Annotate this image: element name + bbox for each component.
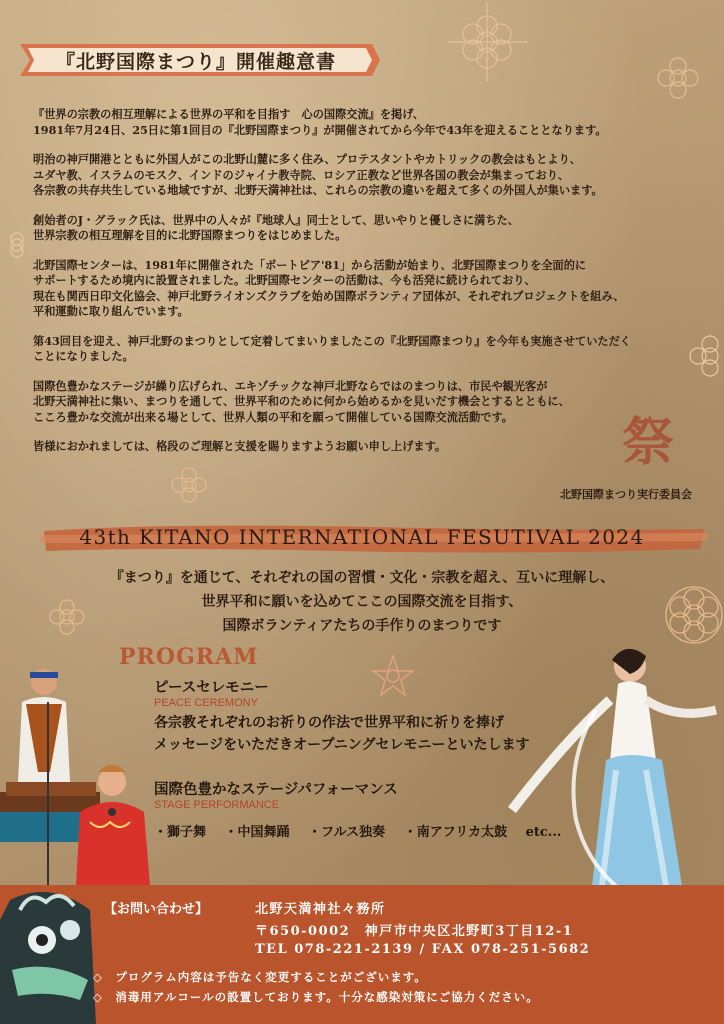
- footer-note: ◇ プログラム内容は予告なく変更することがございます。: [93, 970, 427, 984]
- intro-paragraph: 北野国際センターは、1981年に開催された「ポートピア'81」から活動が始まり、北野国際まつりを全面的に サポートするため境内に設置されました。北野国際センターの活動は、今も活発に続けられており、 現在も関西日印文化協会、神戸北野ライオンズクラブを始め国際ボランティア団体が、それぞれプロジェクトを組み、 平和運動に取り組んでいます。: [33, 257, 625, 318]
- star-ornament-icon: [371, 654, 415, 698]
- performance-item: ・獅子舞: [154, 825, 207, 840]
- performance-item: ・中国舞踊: [224, 825, 290, 840]
- page-title: 『北野国際まつり』開催趣意書: [56, 51, 337, 73]
- intro-paragraph: 創始者のJ・グラック氏は、世界中の人々が『地球人』同士として、思いやりと優しさに満ちた、 世界宗教の相互理解を目的に北野国際まつりをはじめました。: [33, 212, 519, 242]
- contact-address: 〒650-0002 神戸市中央区北野町3丁目12-1: [255, 924, 574, 939]
- intro-paragraph: 明治の神戸開港とともに外国人がこの北野山麓に多く住み、プロテスタントやカトリックの教会はもとより、 ユダヤ教、イスラムのモスク、インドのジャイナ教寺院、ロシア正教など世界各国の教会が集まっており、 各宗教の共存共生している地域ですが、北野天満神社は、これらの宗教の違いを超えて多くの外国人が集います。: [33, 152, 603, 197]
- contact-phone: TEL 078-221-2139 / FAX 078-251-5682: [255, 942, 591, 957]
- festival-tagline: [0, 566, 724, 638]
- contact-office: 北野天満神社々務所: [255, 902, 386, 917]
- organizer-signature: 北野国際まつり実行委員会: [560, 488, 692, 501]
- program-item-title: 国際色豊かなステージパフォーマンス: [154, 781, 398, 798]
- program-item-title: ピースセレモニー: [154, 679, 269, 696]
- performance-item: ・フルス独奏: [308, 825, 386, 840]
- intro-paragraph: 皆様におかれましては、格段のご理解と支援を賜りますようお願い申し上げます。: [33, 439, 447, 453]
- footer-note: ◇ 消毒用アルコールの設置しております。十分な感染対策にご協力ください。: [93, 990, 539, 1004]
- dancer-photo: [506, 640, 724, 886]
- performance-item: ・南アフリカ太鼓: [403, 825, 508, 840]
- program-heading: PROGRAM: [119, 644, 259, 670]
- festival-name: 43th KITANO INTERNATIONAL FESUTIVAL 2024: [79, 525, 645, 549]
- flower-ornament-icon: [442, 2, 532, 82]
- program-item-description: [154, 712, 529, 756]
- intro-paragraph: 『世界の宗教の相互理解による世界の平和を目指す 心の国際交流』を掲げ、 1981年7月24日、25日に第1回目の『北野国際まつり』が開催されてから今年で43年を迎えることとなります。: [33, 107, 607, 137]
- drummer-photo: [0, 662, 150, 886]
- flower-ornament-icon: [2, 230, 32, 260]
- tagline-line: 国際ボランティアたちの手作りのまつりです: [222, 618, 502, 634]
- flower-ornament-icon: [166, 462, 212, 508]
- intro-text: [33, 107, 693, 469]
- description-line: メッセージをいただきオープニングセレモニーといたします: [154, 737, 530, 753]
- program-item-subtitle: PEACE CEREMONY: [154, 697, 258, 709]
- tagline-line: 『まつり』を通じて、それぞれの国の習慣・文化・宗教を超え、互いに理解し、: [109, 570, 615, 586]
- tagline-line: 世界平和に願いを込めてここの国際交流を目指す、: [201, 594, 523, 610]
- lion-dance-photo: [0, 880, 100, 1024]
- intro-paragraph: 国際色豊かなステージが繰り広げられ、エキゾチックな神戸北野ならではのまつりは、市民や観光客が 北野天満神社に集い、まつりを通して、世界平和のために何から始めるかを見いだす機会とするとともに、 こころ豊かな交流が出来る場として、世界人類の平和を願って開催している国際交流活動です。: [33, 378, 570, 424]
- description-line: 各宗教それぞれのお祈りの作法で世界平和に祈りを捧げ: [154, 715, 504, 731]
- performance-item: etc...: [525, 825, 562, 840]
- matsuri-kanji-stamp: 祭: [622, 412, 675, 473]
- flower-ornament-icon: [648, 48, 708, 108]
- program-item-subtitle: STAGE PERFORMANCE: [154, 799, 280, 811]
- intro-paragraph: 第43回目を迎え、神戸北野のまつりとして定着してまいりましたこの『北野国際まつり』を今年も実施させていただく ことになりました。: [33, 333, 631, 363]
- title-banner: [20, 40, 380, 80]
- contact-label: 【お問い合わせ】: [104, 902, 209, 917]
